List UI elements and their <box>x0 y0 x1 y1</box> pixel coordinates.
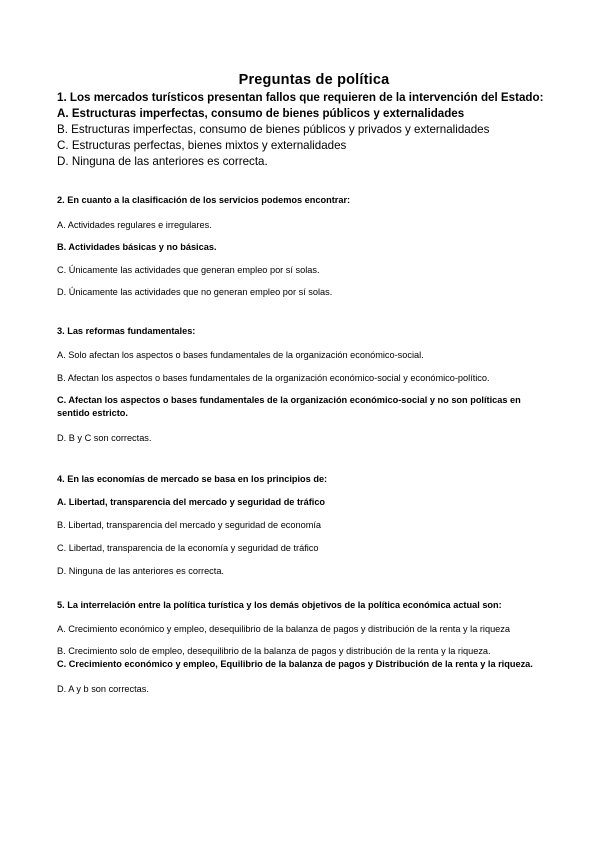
page-title: Preguntas de política <box>238 72 390 88</box>
question-1-text: 1. Los mercados turísticos presentan fallos que requieren de la intervención del Estado: <box>57 91 544 104</box>
question-3-option-b: B. Afectan los aspectos o bases fundamentales de la organización económico-social y económico-político. <box>57 373 490 383</box>
question-4-option-b: B. Libertad, transparencia del mercado y seguridad de economía <box>57 520 322 530</box>
question-4-option-a: A. Libertad, transparencia del mercado y seguridad de tráfico <box>57 497 326 507</box>
question-5-option-b: B. Crecimiento solo de empleo, desequilibrio de la balanza de pagos y distribución de la renta y la riqueza. <box>57 646 491 656</box>
question-4-option-d: D. Ninguna de las anteriores es correcta. <box>57 566 224 576</box>
question-5-text: 5. La interrelación entre la política turística y los demás objetivos de la política económica actual son: <box>57 600 502 610</box>
question-2-text: 2. En cuanto a la clasificación de los servicios podemos encontrar: <box>57 195 351 205</box>
question-2-option-a: A. Actividades regulares e irregulares. <box>57 220 212 230</box>
question-2-option-c: C. Únicamente las actividades que generan empleo por sí solas. <box>57 265 320 275</box>
question-5-option-d: D. A y b son correctas. <box>57 684 149 694</box>
question-5-option-c: C. Crecimiento económico y empleo, Equilibrio de la balanza de pagos y Distribución de la renta y la riqueza. <box>57 659 533 669</box>
question-3-option-c: C. Afectan los aspectos o bases fundamentales de la organización económico-social y no son políticas en sentido estricto. <box>57 395 521 418</box>
question-2-option-d: D. Únicamente las actividades que no generan empleo por sí solas. <box>57 287 333 297</box>
question-1-option-c: C. Estructuras perfectas, bienes mixtos y externalidades <box>57 139 347 152</box>
question-4-option-c: C. Libertad, transparencia de la economía y seguridad de tráfico <box>57 543 319 553</box>
question-1-option-b: B. Estructuras imperfectas, consumo de bienes públicos y privados y externalidades <box>57 123 490 136</box>
question-1-option-a: A. Estructuras imperfectas, consumo de bienes públicos y externalidades <box>57 107 465 120</box>
question-5-option-a: A. Crecimiento económico y empleo, desequilibrio de la balanza de pagos y distribución de la renta y la riqueza <box>57 624 510 634</box>
question-2-option-b: B. Actividades básicas y no básicas. <box>57 242 217 252</box>
question-3-option-d: D. B y C son correctas. <box>57 433 152 443</box>
question-3-text: 3. Las reformas fundamentales: <box>57 326 196 336</box>
question-3-option-a: A. Solo afectan los aspectos o bases fundamentales de la organización económico-social. <box>57 350 424 360</box>
question-1 <box>57 90 557 170</box>
question-1-option-d: D. Ninguna de las anteriores es correcta. <box>57 155 268 168</box>
question-4-text: 4. En las economías de mercado se basa en los principios de: <box>57 474 328 484</box>
